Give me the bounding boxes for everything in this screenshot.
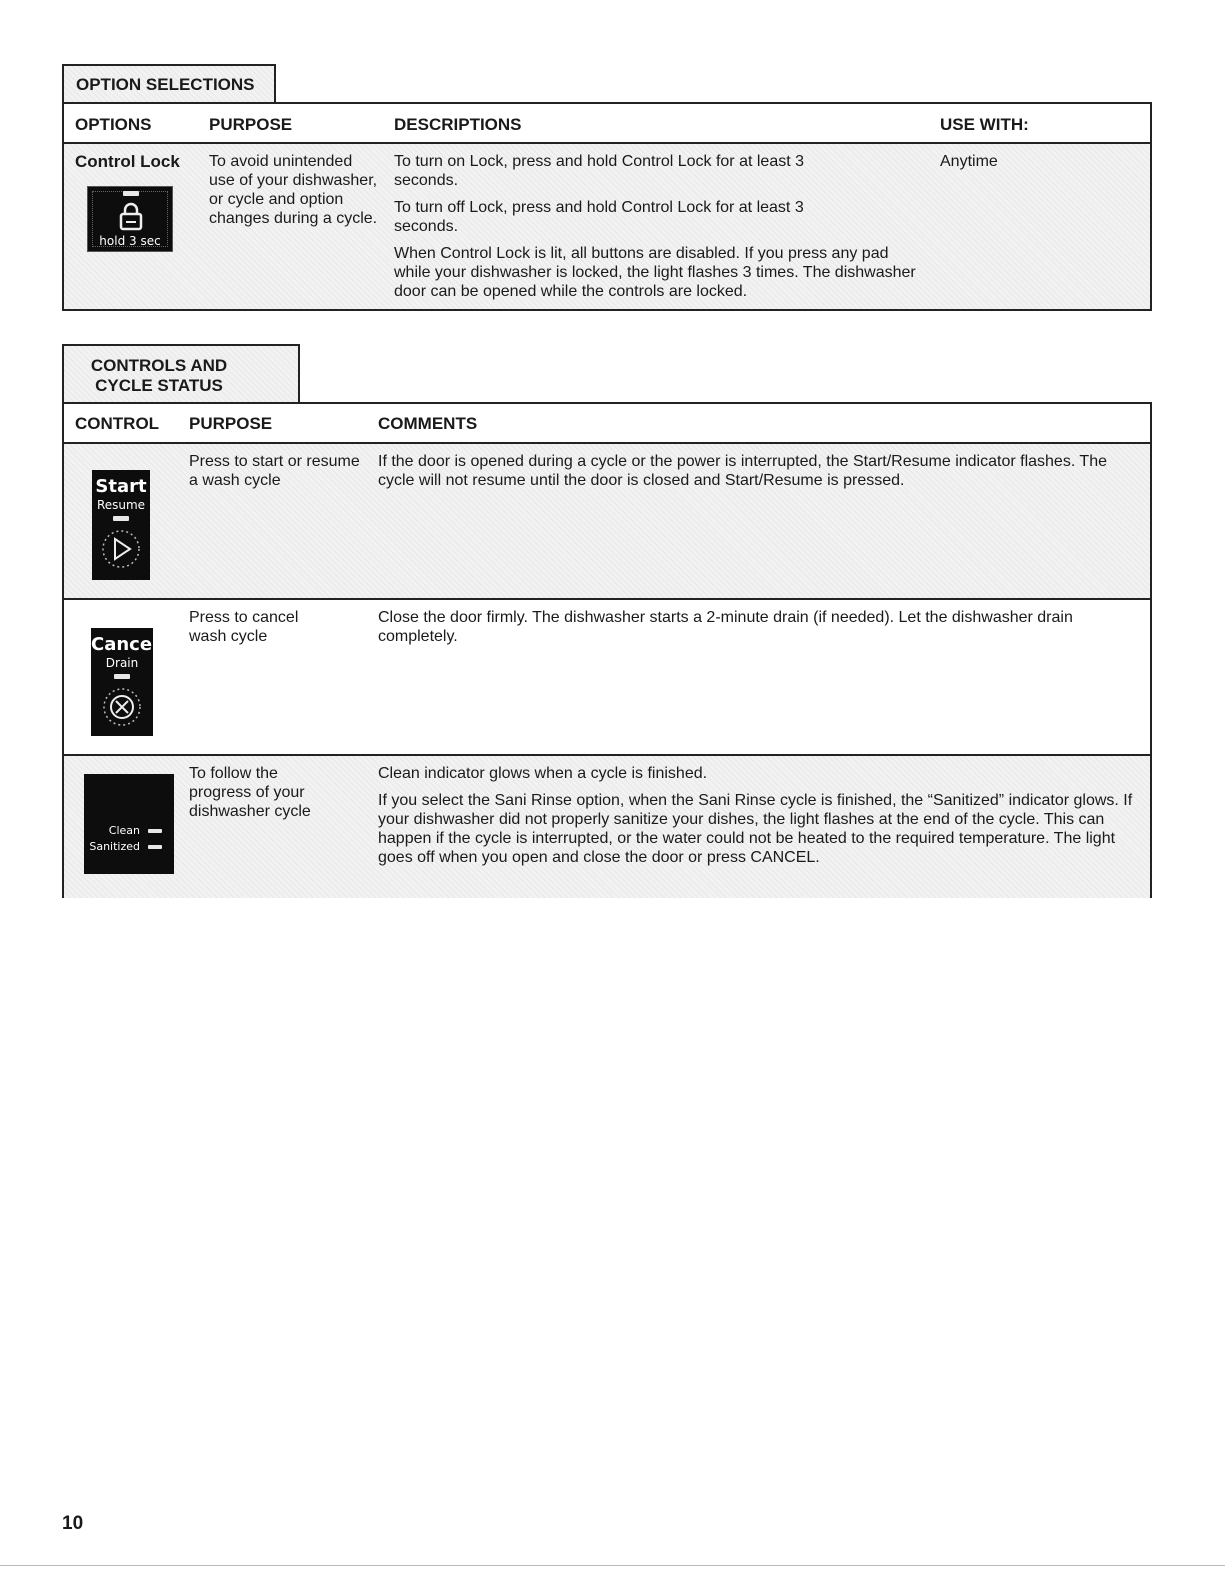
option-row-control-lock — [64, 144, 1150, 309]
header-options: OPTIONS — [75, 115, 152, 134]
control-comments — [378, 452, 1118, 498]
option-selections-title: OPTION SELECTIONS — [76, 75, 255, 94]
control-purpose: Press to cancel wash cycle — [189, 609, 299, 645]
clean-indicator-light — [148, 829, 162, 833]
option-selections-header-row — [64, 104, 1150, 144]
button-title: Cancel — [91, 634, 159, 655]
header-control: CONTROL — [75, 414, 160, 433]
cancel-drain-button[interactable] — [91, 628, 159, 736]
sanitized-indicator-light — [148, 845, 162, 849]
button-title: Start — [95, 476, 147, 497]
indicator-light — [114, 674, 130, 679]
lock-icon — [117, 201, 145, 231]
option-selections-table — [62, 102, 1152, 311]
start-resume-button[interactable] — [92, 470, 150, 580]
button-subtitle: Resume — [96, 498, 146, 512]
option-descriptions — [394, 152, 924, 309]
option-use-with: Anytime — [940, 153, 998, 170]
controls-header-row — [64, 404, 1150, 444]
controls-status-title-line2: CYCLE STATUS — [95, 376, 223, 395]
control-row-cancel-drain — [64, 598, 1150, 756]
indicator-light — [113, 516, 129, 521]
status-indicator-panel — [84, 774, 174, 874]
control-lock-button[interactable] — [87, 186, 173, 252]
description-lock-off: To turn off Lock, press and hold Control Lock for at least 3 seconds. — [394, 199, 804, 235]
header-descriptions: DESCRIPTIONS — [394, 115, 522, 134]
control-purpose: Press to start or resume a wash cycle — [189, 453, 360, 489]
control-purpose: To follow the progress of your dishwasher cycle — [189, 765, 311, 820]
controls-status-table — [62, 402, 1152, 898]
comment-start-resume: If the door is opened during a cycle or the power is interrupted, the Start/Resume indicator flashes. The cycle will not resume until the door is closed and Start/Resume is pressed. — [378, 453, 1107, 489]
header-purpose: PURPOSE — [189, 414, 273, 433]
comment-clean: Clean indicator glows when a cycle is finished. — [378, 765, 708, 782]
status-label-sanitized: Sanitized — [89, 840, 140, 853]
option-purpose: To avoid unintended use of your dishwasher, or cycle and option changes during a cycle. — [209, 153, 378, 227]
play-icon — [100, 528, 142, 570]
header-use-with: USE WITH: — [940, 115, 1029, 134]
comment-cancel-drain: Close the door firmly. The dishwasher starts a 2-minute drain (if needed). Let the dishwasher drain completely. — [378, 609, 1073, 645]
control-comments — [378, 764, 1138, 875]
controls-status-tab — [62, 344, 300, 404]
description-lock-lit: When Control Lock is lit, all buttons are disabled. If you press any pad while your dishwasher is locked, the light flashes 3 times. The dishwasher door can be opened while the controls are locked. — [394, 245, 916, 300]
control-row-clean-sanitized — [64, 754, 1150, 898]
description-lock-on: To turn on Lock, press and hold Control Lock for at least 3 seconds. — [394, 153, 805, 189]
button-subtitle: Drain — [105, 656, 139, 670]
option-selections-tab — [62, 64, 276, 104]
page-bottom-rule — [0, 1565, 1225, 1566]
header-purpose: PURPOSE — [209, 115, 293, 134]
controls-status-title-line1: CONTROLS AND — [90, 356, 228, 375]
header-comments: COMMENTS — [378, 414, 478, 433]
comment-sanitized: If you select the Sani Rinse option, when the Sani Rinse cycle is finished, the “Sanitized” indicator glows. If your dishwasher did not properly sanitize your dishes, the light flashes at the end of the cycle. This can happen if the cycle is interrupted, or the water could not be heated to the required temperature. The light goes off when you open and close the door or press CANCEL. — [378, 792, 1133, 866]
cancel-x-icon — [101, 686, 143, 728]
button-caption: hold 3 sec — [99, 234, 161, 248]
status-label-clean: Clean — [108, 824, 140, 837]
control-row-start-resume — [64, 444, 1150, 598]
indicator-light — [123, 191, 139, 196]
option-name: Control Lock — [75, 152, 180, 171]
page-number: 10 — [62, 1513, 84, 1534]
control-comments — [378, 608, 1118, 654]
